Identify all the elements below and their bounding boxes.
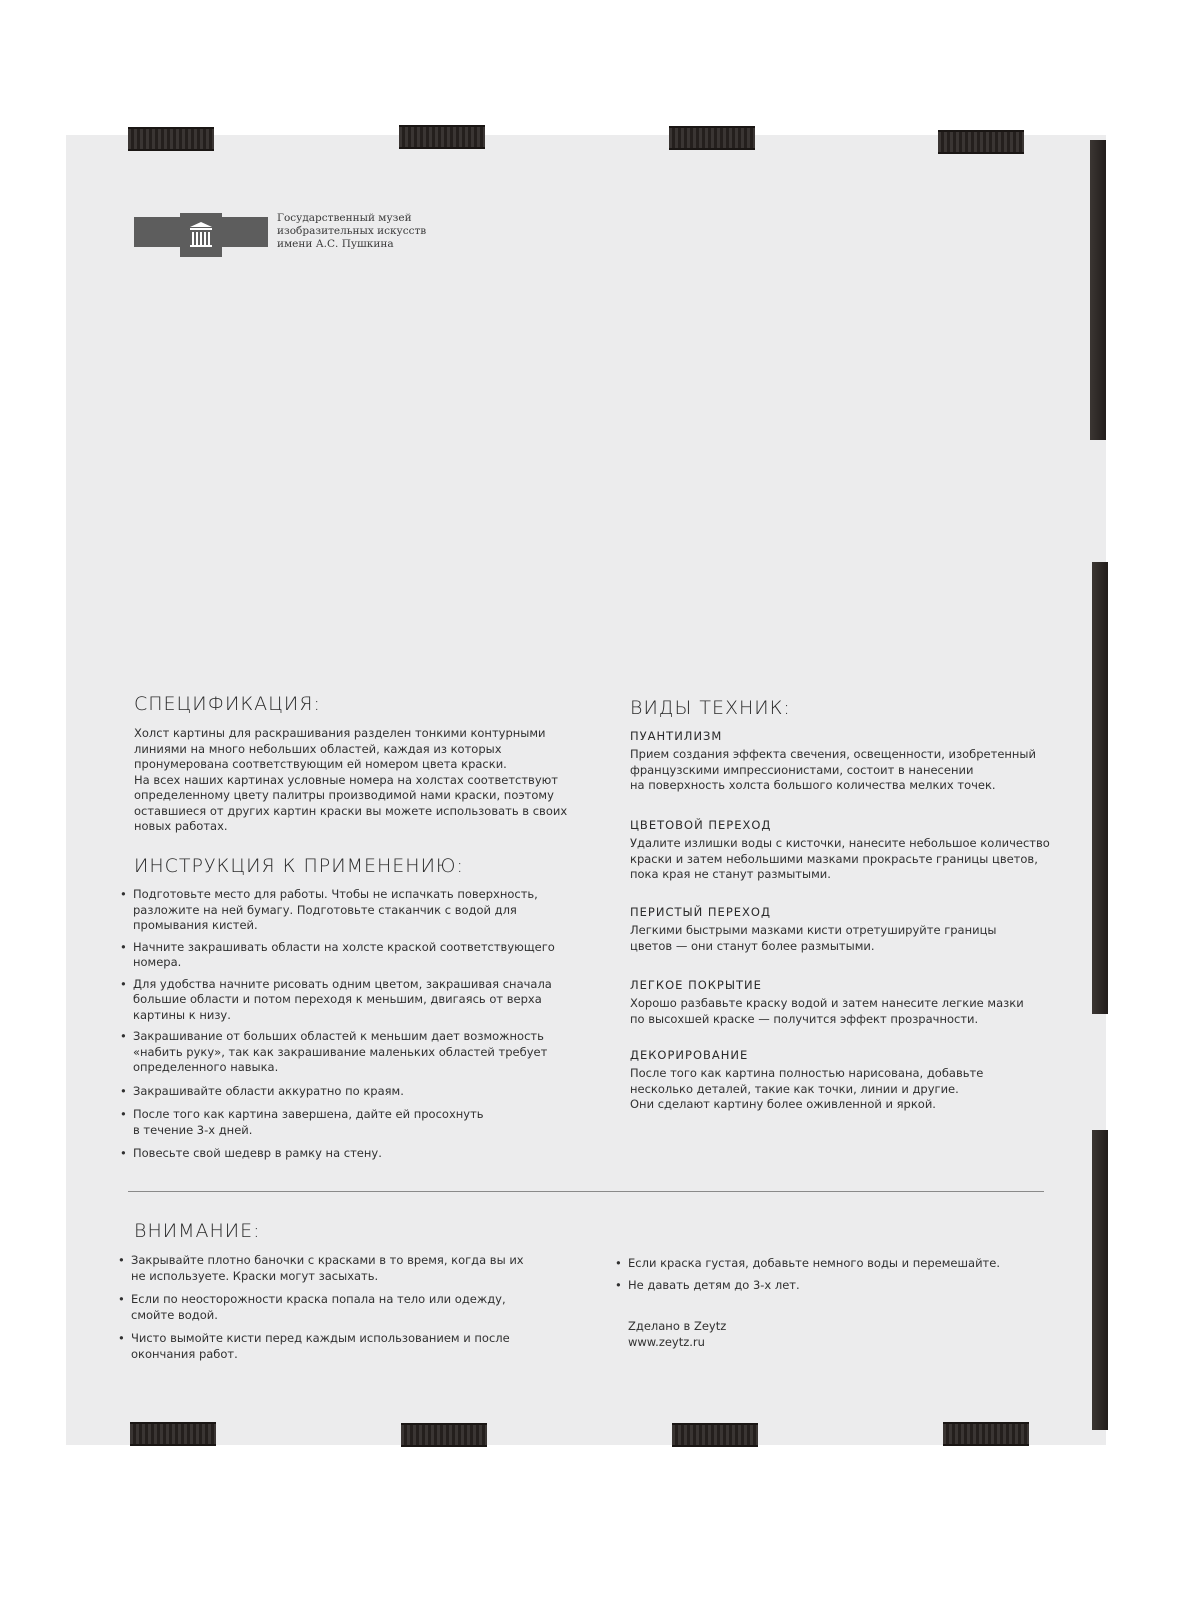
list-item: • Закрашивание от больших областей к меньшим дает возможность «набить руку», так как закрашивание маленьких областей требует определенного навыка. bbox=[133, 1029, 555, 1076]
right-edge-lower bbox=[1092, 1130, 1108, 1430]
technique-line: Они сделают картину более оживленной и яркой. bbox=[630, 1097, 936, 1111]
technique-text bbox=[630, 836, 1050, 883]
maker-website: www.zeytz.ru bbox=[628, 1334, 705, 1349]
top-slot-1 bbox=[128, 127, 214, 151]
spec-line: Холст картины для раскрашивания разделен тонкими контурными bbox=[134, 726, 546, 740]
spec-line: новых работах. bbox=[134, 819, 228, 833]
section-divider bbox=[128, 1191, 1044, 1192]
technique-line: французскими импрессионистами, состоит в нанесении bbox=[630, 762, 974, 777]
maker-line: Zделано в Zeytz bbox=[628, 1319, 727, 1333]
technique-line: краски и затем небольшими мазками прокрасьте границы цветов, bbox=[630, 851, 1038, 866]
top-slot-2 bbox=[399, 125, 485, 149]
list-item: • Повесьте свой шедевр в рамку на стену. bbox=[133, 1146, 555, 1162]
museum-name-line: имени А.С. Пушкина bbox=[277, 238, 394, 250]
list-item: • Не давать детям до 3-х лет. bbox=[628, 1278, 1000, 1294]
bottom-slot-1 bbox=[130, 1422, 216, 1446]
list-item: • Чисто вымойте кисти перед каждым использованием и после окончания работ. bbox=[131, 1331, 524, 1362]
technique-name: ДЕКОРИРОВАНИЕ bbox=[630, 1048, 749, 1062]
warning-list-right bbox=[628, 1256, 1000, 1293]
technique-line: Легкими быстрыми мазками кисти отретушируйте границы bbox=[630, 923, 997, 937]
technique-line: несколько деталей, такие как точки, линии и другие. bbox=[630, 1081, 959, 1096]
spec-line: линиями на много небольших областей, каждая из которых bbox=[134, 741, 502, 756]
technique-text bbox=[630, 747, 1036, 794]
list-item: • Для удобства начните рисовать одним цветом, закрашивая сначала большие области и потом переходя к меньшим, двигаясь от верха картины к низу. bbox=[133, 977, 555, 1024]
spec-line: пронумерована соответствующим ей номером цвета краски. bbox=[134, 757, 507, 771]
museum-name bbox=[277, 212, 426, 251]
top-slot-3 bbox=[669, 126, 755, 150]
specification-text bbox=[134, 726, 567, 835]
spec-line: На всех наших картинах условные номера на холстах соответствуют bbox=[134, 772, 559, 787]
instructions-title: ИНСТРУКЦИЯ К ПРИМЕНЕНИЮ: bbox=[134, 855, 464, 877]
museum-name-line: Государственный музей bbox=[277, 212, 412, 224]
warning-title: ВНИМАНИЕ: bbox=[134, 1220, 261, 1242]
list-item: • Подготовьте место для работы. Чтобы не испачкать поверхность, разложите на ней бумагу. Подготовьте стаканчик с водой для промывания кистей. bbox=[133, 887, 555, 934]
technique-name: ПУАНТИЛИЗМ bbox=[630, 729, 723, 743]
technique-line: Хорошо разбавьте краску водой и затем нанесите легкие мазки bbox=[630, 996, 1024, 1010]
spec-line: определенному цвету палитры производимой нами краски, поэтому bbox=[134, 788, 554, 802]
bottom-slot-2 bbox=[401, 1423, 487, 1447]
right-edge-upper bbox=[1090, 140, 1106, 440]
technique-line: на поверхность холста большого количества мелких точек. bbox=[630, 778, 996, 792]
maker-info bbox=[628, 1319, 726, 1350]
right-edge-middle bbox=[1092, 562, 1108, 1014]
technique-line: по высохшей краске — получится эффект прозрачности. bbox=[630, 1011, 979, 1026]
technique-text bbox=[630, 923, 996, 954]
technique-line: Удалите излишки воды с кисточки, нанесите небольшое количество bbox=[630, 836, 1050, 850]
technique-name: ЦВЕТОВОЙ ПЕРЕХОД bbox=[630, 818, 772, 832]
bottom-slot-3 bbox=[672, 1423, 758, 1447]
museum-logo-icon bbox=[134, 213, 268, 257]
technique-line: Прием создания эффекта свечения, освещенности, изобретенный bbox=[630, 747, 1036, 761]
technique-text bbox=[630, 1066, 983, 1113]
list-item: • После того как картина завершена, дайте ей просохнуть в течение 3-х дней. bbox=[133, 1107, 555, 1138]
technique-line: цветов — они станут более размытыми. bbox=[630, 938, 875, 953]
techniques-title: ВИДЫ ТЕХНИК: bbox=[630, 697, 791, 719]
technique-name: ПЕРИСТЫЙ ПЕРЕХОД bbox=[630, 905, 771, 919]
list-item: • Закрашивайте области аккуратно по краям. bbox=[133, 1084, 555, 1100]
museum-name-line: изобразительных искусств bbox=[277, 225, 427, 237]
top-slot-4 bbox=[938, 130, 1024, 154]
list-item: • Если по неосторожности краска попала на тело или одежду, смойте водой. bbox=[131, 1292, 524, 1323]
technique-line: пока края не станут размытыми. bbox=[630, 867, 831, 881]
instructions-list bbox=[133, 887, 555, 1162]
list-item: • Если краска густая, добавьте немного воды и перемешайте. bbox=[628, 1256, 1000, 1272]
technique-name: ЛЕГКОЕ ПОКРЫТИЕ bbox=[630, 978, 762, 992]
spec-line: оставшиеся от других картин краски вы можете использовать в своих bbox=[134, 803, 568, 818]
list-item: • Начните закрашивать области на холсте краской соответствующего номера. bbox=[133, 940, 555, 971]
bottom-slot-4 bbox=[943, 1422, 1029, 1446]
warning-list-left bbox=[131, 1253, 524, 1362]
technique-line: После того как картина полностью нарисована, добавьте bbox=[630, 1066, 984, 1080]
technique-text bbox=[630, 996, 1024, 1027]
specification-title: СПЕЦИФИКАЦИЯ: bbox=[134, 693, 321, 715]
list-item: • Закрывайте плотно баночки с красками в то время, когда вы их не используете. Краски могут засыхать. bbox=[131, 1253, 524, 1284]
